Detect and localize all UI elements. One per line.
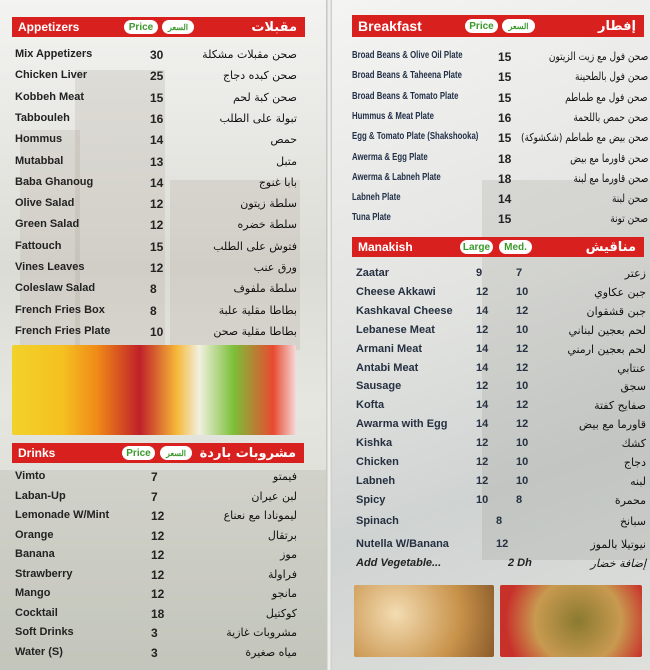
item-price: 16 xyxy=(150,111,164,126)
item-price: 7 xyxy=(151,470,158,484)
menu-item-row xyxy=(15,69,297,87)
item-name-ar: صحن بيض مع طماطم (شكشوكة) xyxy=(520,131,648,145)
item-name-ar: صحن قاورما مع لبنة xyxy=(573,171,648,185)
item-price: 3 xyxy=(151,626,158,640)
fruit-image xyxy=(12,345,296,435)
item-name-ar: حمص xyxy=(270,133,297,147)
item-name: Awerma & Egg Plate xyxy=(352,151,428,163)
item-price: 18 xyxy=(151,606,165,621)
item-name-ar: لحم بعجين لبناني xyxy=(568,323,646,337)
item-name: Water (S) xyxy=(15,645,63,658)
menu-item-row xyxy=(352,152,648,170)
item-price-large: 12 xyxy=(476,456,489,468)
item-name: Kishka xyxy=(356,437,393,450)
item-name-ar: قاورما مع بيض xyxy=(578,418,646,432)
item-name-ar: فتوش على الطلب xyxy=(213,239,297,253)
item-price-large: 9 xyxy=(476,267,483,279)
item-name: Antabi Meat xyxy=(356,361,419,374)
menu-item-row xyxy=(356,399,646,417)
menu-item-row xyxy=(356,456,646,474)
menu-item-row xyxy=(356,305,646,323)
menu-item-row xyxy=(352,70,648,88)
item-price-large: 12 xyxy=(476,437,489,450)
item-name-ar: جبن قشقوان xyxy=(586,304,646,318)
item-name: Lebanese Meat xyxy=(356,323,435,336)
item-name: Broad Beans & Tomato Plate xyxy=(352,90,459,102)
item-name-ar: سلطة زيتون xyxy=(240,197,297,211)
item-name-ar: صحن حمص باللحمة xyxy=(573,110,648,124)
item-price-large: 14 xyxy=(476,361,489,374)
item-name: Hummus & Meat Plate xyxy=(352,110,434,122)
item-price: 15 xyxy=(150,239,164,254)
item-name-ar: صفايح كفتة xyxy=(594,399,646,413)
item-price: 16 xyxy=(498,110,512,125)
menu-item-row xyxy=(356,343,646,361)
item-name-ar: نيوتيلا بالموز xyxy=(590,537,646,551)
item-price: 8 xyxy=(150,282,157,297)
menu-item-row xyxy=(15,48,297,66)
menu-item-row xyxy=(15,197,297,215)
item-name-ar: صحن كبة لحم xyxy=(232,90,297,104)
item-price-medium: 12 xyxy=(516,361,529,374)
item-price: 25 xyxy=(150,69,164,84)
item-price: 15 xyxy=(498,70,512,85)
item-name-ar: زعتر xyxy=(624,267,646,280)
item-price-medium: 10 xyxy=(516,380,529,393)
item-price: 12 xyxy=(151,587,165,601)
menu-item-row xyxy=(15,155,297,173)
drinks-header xyxy=(12,443,304,463)
item-name-ar: متبل xyxy=(276,154,297,168)
large-label: Large xyxy=(460,240,493,254)
item-name: Mix Appetizers xyxy=(15,48,93,60)
item-name: Orange xyxy=(15,528,54,541)
item-name-ar: فيمتو xyxy=(273,470,297,483)
item-price: 14 xyxy=(150,133,164,148)
item-price: 15 xyxy=(498,131,512,146)
menu-item-row xyxy=(352,50,648,68)
item-price-large: 12 xyxy=(476,323,489,336)
menu-item-row xyxy=(15,176,297,194)
item-name: Chicken Liver xyxy=(15,69,88,82)
item-price: 12 xyxy=(151,509,165,523)
item-name-ar: صحن فول مع طماطم xyxy=(565,90,648,104)
item-price: 18 xyxy=(498,171,512,186)
item-name: Kofta xyxy=(356,399,385,412)
item-price: 14 xyxy=(150,175,164,190)
item-name: French Fries Box xyxy=(15,303,105,316)
drinks-title-ar: مشروبات باردة xyxy=(199,445,296,461)
item-price-medium: 7 xyxy=(516,267,523,279)
menu-item-row xyxy=(15,529,297,547)
appetizers-header xyxy=(12,17,305,37)
menu-item-row xyxy=(15,261,297,279)
item-name: Tuna Plate xyxy=(352,212,391,224)
item-price: 8 xyxy=(150,303,157,318)
menu-item-row xyxy=(15,548,297,566)
item-name: Awarma with Egg xyxy=(356,418,448,431)
item-price: 15 xyxy=(498,212,512,227)
menu-item-row xyxy=(15,646,297,664)
item-name: Olive Salad xyxy=(15,197,75,210)
menu-item-row xyxy=(356,324,646,342)
item-name: Coleslaw Salad xyxy=(15,282,96,295)
drinks-title: Drinks xyxy=(18,446,56,460)
menu-item-row xyxy=(15,568,297,586)
item-price: 12 xyxy=(151,528,165,543)
manakish-title-ar: مناقيش xyxy=(585,239,636,255)
menu-item-row xyxy=(15,587,297,605)
item-name: Labneh Plate xyxy=(352,192,401,204)
item-price-medium: 10 xyxy=(516,285,529,298)
item-price: 14 xyxy=(498,192,512,207)
item-name-ar: صحن لبنة xyxy=(611,192,648,206)
menu-item-row xyxy=(352,91,648,109)
item-name-ar: موز xyxy=(280,548,297,561)
item-price-large: 14 xyxy=(476,418,489,431)
item-name-ar: مشروبات غازية xyxy=(226,626,297,639)
item-price: 12 xyxy=(151,548,165,562)
item-name-ar: صحن فول بالطحينة xyxy=(574,70,648,84)
menu-item-row xyxy=(15,218,297,236)
item-price: 13 xyxy=(150,154,164,169)
menu-item-row xyxy=(356,418,646,436)
item-name: Egg & Tomato Plate (Shakshooka) xyxy=(352,131,479,143)
item-price-large: 14 xyxy=(476,304,489,317)
item-name-ar: صحن قاورما مع بيض xyxy=(569,151,648,165)
item-name-ar: سجق xyxy=(620,380,646,394)
item-name: Lemonade W/Mint xyxy=(15,509,110,521)
manakish-title: Manakish xyxy=(358,240,413,254)
item-price-medium: 12 xyxy=(516,304,529,317)
item-price-medium: 10 xyxy=(516,456,529,468)
item-name-ar: سلطة ملفوف xyxy=(233,282,297,296)
manakish-header xyxy=(352,237,644,257)
item-name: Armani Meat xyxy=(356,342,423,355)
item-name: Mango xyxy=(15,587,51,599)
item-name-ar: لبن عيران xyxy=(251,489,297,503)
item-name: Laban-Up xyxy=(15,489,66,502)
manakish-zaatar-image xyxy=(500,585,642,657)
menu-item-row xyxy=(352,111,648,129)
item-price: 30 xyxy=(150,48,164,62)
breakfast-title: Breakfast xyxy=(358,18,422,34)
item-price: 12 xyxy=(151,567,165,582)
item-name-ar: مانجو xyxy=(271,587,297,600)
menu-item-row xyxy=(356,362,646,380)
item-price-medium: 8 xyxy=(516,493,523,506)
item-name-ar: محمرة xyxy=(614,493,646,507)
item-name: Banana xyxy=(15,548,55,560)
item-name: Chicken xyxy=(356,456,399,468)
item-name-ar: صحن كبده دجاج xyxy=(222,69,297,83)
price-label: Price xyxy=(122,446,155,460)
menu-item-row xyxy=(15,304,297,322)
item-price-large: 14 xyxy=(476,342,489,355)
item-name: Strawberry xyxy=(15,567,73,580)
breakfast-title-ar: إفطار xyxy=(598,18,636,34)
item-price: 10 xyxy=(150,324,164,339)
price-label: Price xyxy=(124,20,158,34)
appetizers-title-ar: مقبلات xyxy=(251,19,297,35)
price-label-ar: السعر xyxy=(162,20,194,34)
breakfast-header xyxy=(352,15,644,37)
menu-item-row xyxy=(15,325,297,343)
menu-item-row xyxy=(15,509,297,527)
item-name: Spicy xyxy=(356,493,386,506)
item-name-ar: دجاج xyxy=(623,456,646,469)
item-name: Nutella W/Banana xyxy=(356,537,449,550)
item-name: Cheese Akkawi xyxy=(356,285,436,298)
menu-item-row xyxy=(356,494,646,512)
menu-item-row xyxy=(352,131,648,149)
menu-item-row xyxy=(15,607,297,625)
item-name: Zaatar xyxy=(356,267,390,279)
item-name-ar: بطاطا مقلية صحن xyxy=(213,324,297,338)
item-price: 12 xyxy=(150,197,164,212)
item-name-ar: صحن فول مع زيت الزيتون xyxy=(548,50,648,63)
menu-item-row xyxy=(356,538,646,556)
item-price-medium: 10 xyxy=(516,437,529,450)
item-price: 15 xyxy=(498,90,512,105)
item-price: 3 xyxy=(151,645,158,660)
item-price: 8 xyxy=(496,514,503,527)
item-price: 15 xyxy=(150,90,164,105)
item-price: 12 xyxy=(496,537,509,550)
menu-item-row xyxy=(356,286,646,304)
manakish-cheese-image xyxy=(354,585,494,657)
item-price-large: 12 xyxy=(476,285,489,298)
item-name: Broad Beans & Olive Oil Plate xyxy=(352,50,463,61)
item-name: Vimto xyxy=(15,470,46,482)
item-name-ar: سبانخ xyxy=(619,514,646,528)
item-name-ar: عنتابي xyxy=(617,361,646,375)
item-name: Cocktail xyxy=(15,606,58,619)
item-name-ar: برتقال xyxy=(267,528,297,542)
menu-item-row xyxy=(15,626,297,644)
appetizers-title: Appetizers xyxy=(18,20,80,34)
item-price-large: 10 xyxy=(476,493,489,506)
menu-item-row xyxy=(352,192,648,210)
item-name: Awerma & Labneh Plate xyxy=(352,171,441,183)
item-name: Vines Leaves xyxy=(15,261,85,273)
item-name-ar: ليمونادا مع نعناع xyxy=(223,509,297,522)
item-price-medium: 10 xyxy=(516,323,529,336)
menu-item-row xyxy=(352,172,648,190)
menu-item-row xyxy=(15,240,297,258)
price-label-ar: السعر xyxy=(160,446,192,460)
item-price-large: 14 xyxy=(476,399,489,412)
item-name-ar: ورق عنب xyxy=(253,261,297,274)
item-price: 12 xyxy=(150,261,164,275)
menu-item-row xyxy=(356,437,646,455)
add-vegetable-price: 2 Dh xyxy=(508,557,532,569)
item-name-ar: سلطة خضره xyxy=(237,218,297,232)
menu-item-row xyxy=(356,267,646,285)
menu-item-row xyxy=(15,282,297,300)
item-name: Soft Drinks xyxy=(15,626,74,638)
menu-item-row xyxy=(356,515,646,533)
menu-item-row xyxy=(15,91,297,109)
add-vegetable-label-ar: إضافة خضار xyxy=(590,557,646,570)
menu-item-row xyxy=(15,490,297,508)
menu-item-row xyxy=(356,380,646,398)
item-name-ar: مياه صغيرة xyxy=(245,645,297,659)
item-price-medium: 12 xyxy=(516,418,529,431)
menu-item-row xyxy=(15,112,297,130)
item-name-ar: صحن مقبلات مشكلة xyxy=(202,48,297,61)
add-vegetable-label: Add Vegetable... xyxy=(356,557,442,569)
item-name-ar: بطاطا مقلية علبة xyxy=(218,303,297,317)
medium-label: Med. xyxy=(499,240,532,254)
item-price: 12 xyxy=(150,218,164,233)
item-name: Hommus xyxy=(15,133,63,146)
item-name: Labneh xyxy=(356,474,396,487)
item-name: Tabbouleh xyxy=(15,111,70,124)
menu-item-row xyxy=(15,470,297,488)
price-label: Price xyxy=(465,19,498,33)
item-name: Kashkaval Cheese xyxy=(356,304,453,317)
item-name: Fattouch xyxy=(15,239,62,252)
item-price-medium: 10 xyxy=(516,474,529,487)
item-name-ar: تبولة على الطلب xyxy=(219,111,297,125)
item-price: 15 xyxy=(498,50,512,64)
item-name: Spinach xyxy=(356,514,399,527)
price-label-ar: السعر xyxy=(502,19,535,33)
add-vegetable-row xyxy=(356,557,646,575)
item-name-ar: كشك xyxy=(621,437,646,451)
item-name: Sausage xyxy=(356,380,402,393)
menu-item-row xyxy=(352,212,648,230)
item-name: French Fries Plate xyxy=(15,324,111,337)
item-name: Mutabbal xyxy=(15,154,64,167)
item-price: 18 xyxy=(498,151,512,166)
item-name-ar: فراولة xyxy=(268,567,297,581)
item-name: Baba Ghanoug xyxy=(15,175,94,188)
item-name: Kobbeh Meat xyxy=(15,90,85,103)
item-price-large: 12 xyxy=(476,380,489,393)
right-menu-panel xyxy=(332,0,650,670)
menu-item-row xyxy=(15,133,297,151)
item-name-ar: لحم بعجين ارمني xyxy=(567,342,646,356)
item-price-medium: 12 xyxy=(516,399,529,412)
item-name-ar: لبنه xyxy=(630,474,646,488)
item-price-large: 12 xyxy=(476,474,489,487)
item-name: Green Salad xyxy=(15,218,80,231)
item-name: Broad Beans & Taheena Plate xyxy=(352,70,462,82)
item-price-medium: 12 xyxy=(516,342,529,355)
item-price: 7 xyxy=(151,489,158,504)
item-name-ar: بابا غنوج xyxy=(258,175,297,189)
item-name-ar: صحن تونة xyxy=(610,212,648,226)
item-name-ar: جبن عكاوي xyxy=(594,285,646,299)
menu-item-row xyxy=(356,475,646,493)
item-name-ar: كوكتيل xyxy=(265,606,297,620)
